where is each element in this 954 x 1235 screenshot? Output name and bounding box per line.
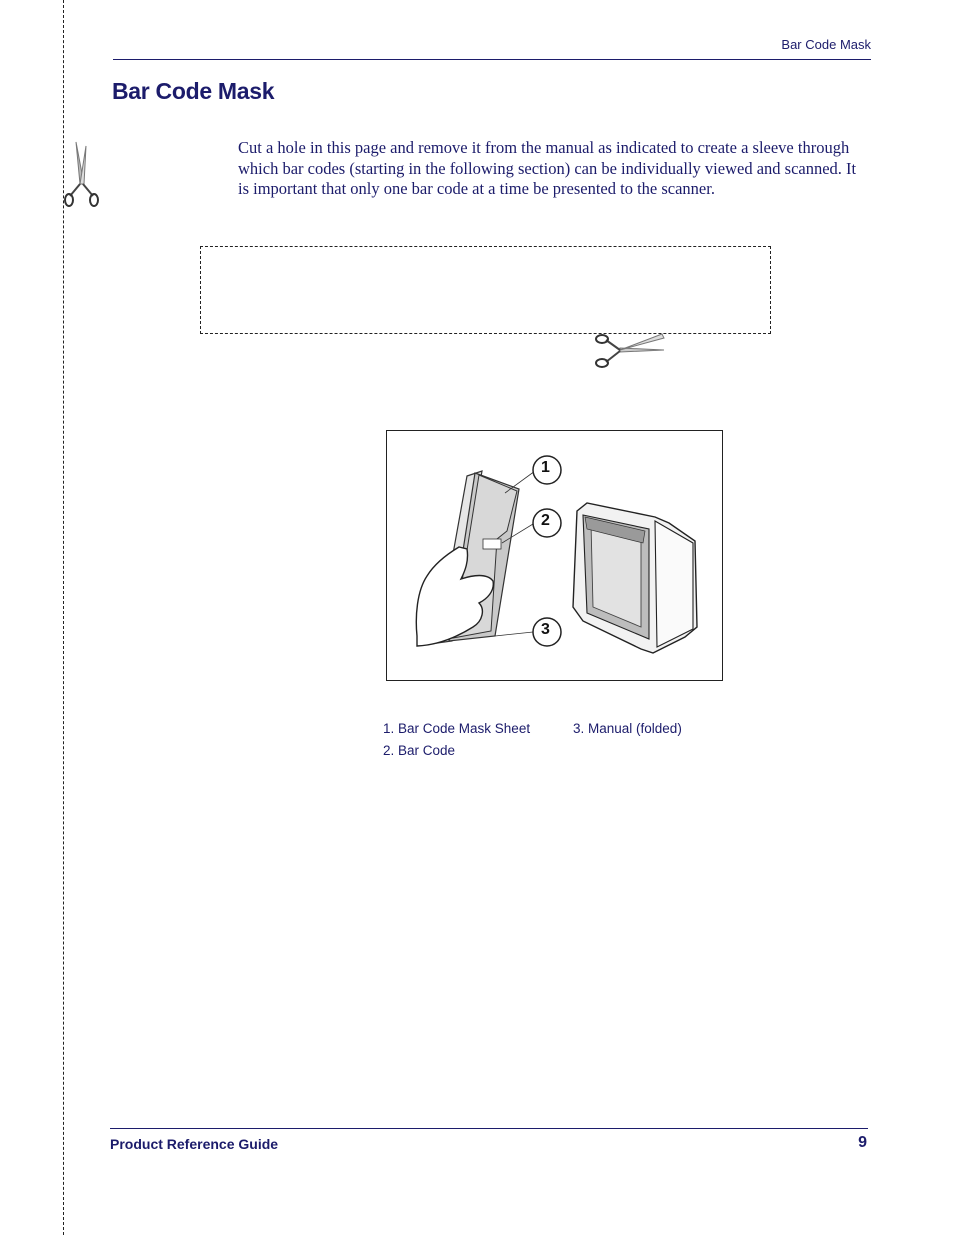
instruction-paragraph: Cut a hole in this page and remove it from the manual as indicated to create a sleeve through which bar codes (starting in the following section) can be individually viewed and scanned. It is important that only one bar code at a time be presented to the scanner. — [238, 138, 857, 198]
scanning-illustration — [386, 430, 723, 681]
footer-guide-title: Product Reference Guide — [110, 1136, 279, 1152]
callout-2: 2 — [541, 512, 550, 529]
caption-bar-code: 2. Bar Code — [383, 743, 456, 758]
page-title: Bar Code Mask — [112, 78, 275, 104]
caption-manual-folded: 3. Manual (folded) — [573, 721, 682, 736]
footer-rule — [110, 1128, 868, 1129]
running-header: Bar Code Mask — [781, 37, 871, 52]
caption-bar-code-mask-sheet: 1. Bar Code Mask Sheet — [383, 721, 531, 736]
scissors-icon — [592, 330, 666, 372]
header-rule — [113, 59, 871, 60]
barcode-label — [483, 539, 501, 549]
scissors-icon — [60, 140, 104, 208]
page-number: 9 — [858, 1134, 867, 1151]
illustration-graphic — [387, 431, 722, 680]
callout-1: 1 — [541, 459, 550, 476]
mask-cutout-outline — [200, 246, 771, 334]
callout-3: 3 — [541, 621, 550, 638]
